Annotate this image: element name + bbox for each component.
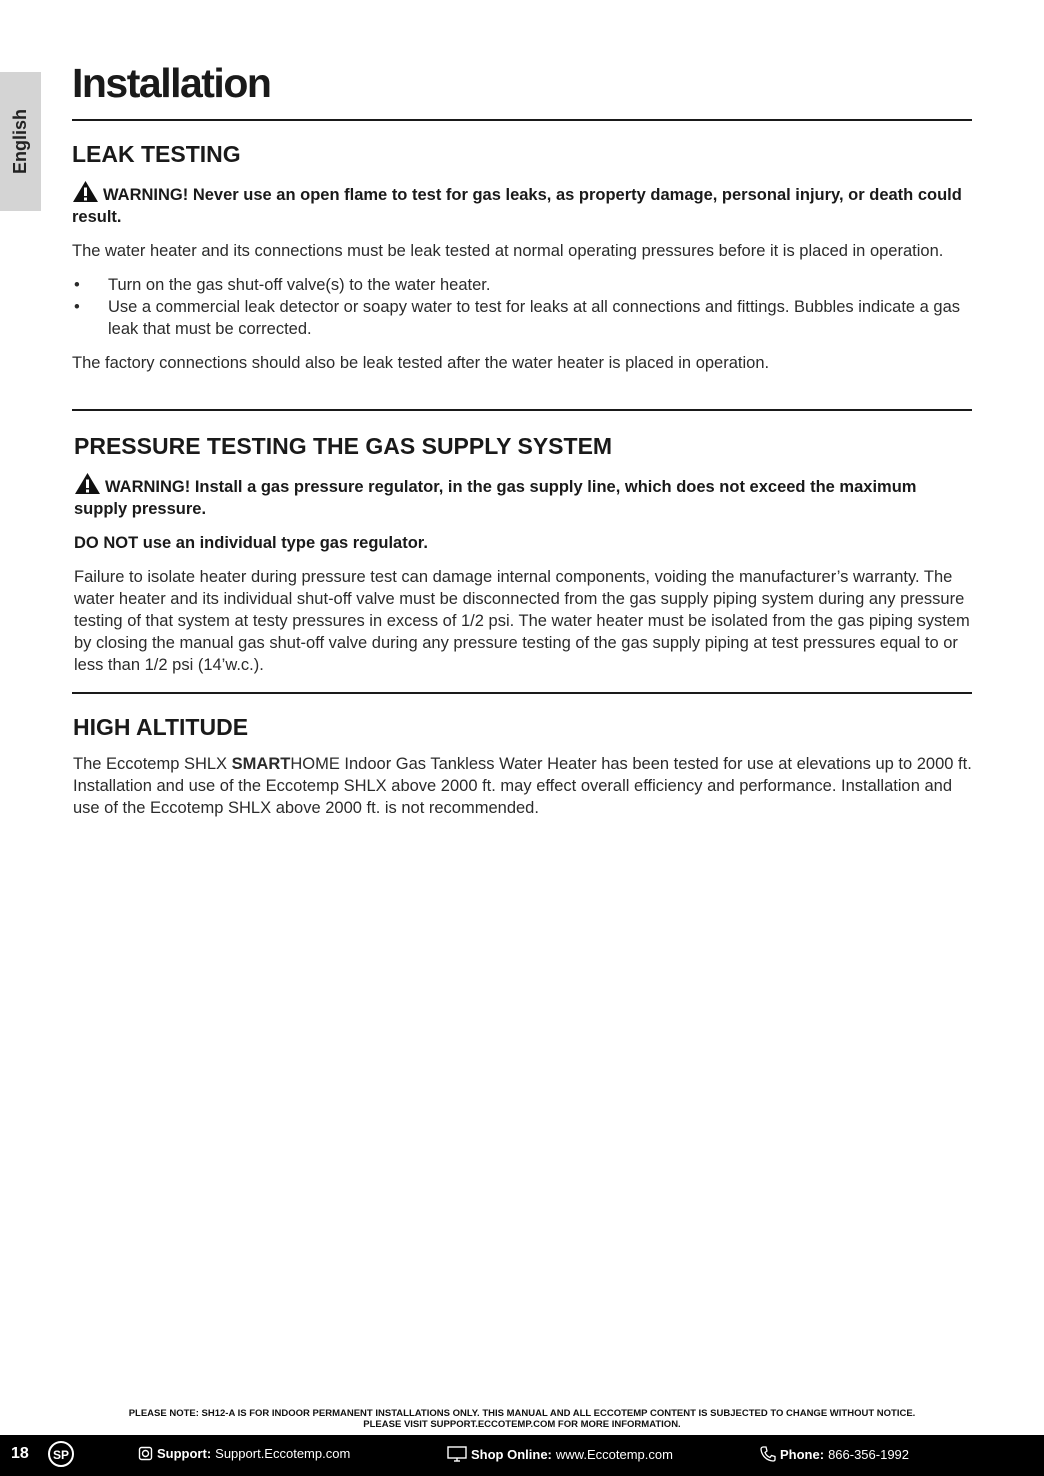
support-icon <box>138 1446 153 1461</box>
monitor-icon <box>447 1446 467 1462</box>
page-title: Installation <box>72 60 271 106</box>
pressure-testing-warning-text: WARNING! Install a gas pressure regulator, in the gas supply line, which does not exceed the maximum supply pressure. <box>74 478 917 518</box>
pressure-testing-warning <box>74 472 974 520</box>
csa-logo-text: SP <box>52 1448 70 1462</box>
footer-note <box>0 1408 1044 1430</box>
footer-note-line-1: PLEASE NOTE: SH12-A IS FOR INDOOR PERMANENT INSTALLATIONS ONLY. THIS MANUAL AND ALL ECCOTEMP CONTENT IS SUBJECTED TO CHANGE WITHOUT NOTICE. <box>128 1408 916 1419</box>
leak-testing-steps <box>72 274 972 340</box>
high-altitude-heading: HIGH ALTITUDE <box>73 714 249 740</box>
phone-label: Phone: <box>780 1446 825 1462</box>
phone-number[interactable]: 866-356-1992 <box>828 1446 910 1462</box>
leak-testing-heading: LEAK TESTING <box>72 141 241 167</box>
shop-label: Shop Online: <box>471 1446 552 1462</box>
language-tab <box>0 72 41 211</box>
list-item: • Use a commercial leak detector or soapy water to test for leaks at all connections and fittings. Bubbles indicate a gas leak that must be corrected. <box>74 298 961 338</box>
shop-link[interactable]: www.Eccotemp.com <box>555 1446 673 1462</box>
pressure-testing-heading: PRESSURE TESTING THE GAS SUPPLY SYSTEM <box>74 433 613 459</box>
warning-triangle-icon <box>74 472 101 495</box>
list-item: • Turn on the gas shut-off valve(s) to the water heater. <box>74 276 491 294</box>
high-altitude-text-rest: HOME Indoor Gas Tankless Water Heater has been tested for use at elevations up to 2000 ft. Installation and use of the Eccotemp SHLX above 2000 ft. may effect overall efficiency and performance. Installation and use of the Eccotemp SHLX above 2000 ft. is not recommended. <box>73 755 972 817</box>
support-link[interactable]: Support.Eccotemp.com <box>215 1446 351 1461</box>
pressure-testing-body: Failure to isolate heater during pressure test can damage internal components, voiding the manufacturer’s warranty. The water heater and its individual shut-off valve must be disconnected from the gas supply piping system during any pressure testing of that system at testy pressures in excess of 1/2 psi. The water heater must be isolated from the gas piping system by closing the manual gas shut-off valve during any pressure testing of the gas supply piping at test pressures equal to or less than 1/2 psi (14’w.c.). <box>74 568 970 674</box>
csa-certification-logo <box>44 1439 84 1473</box>
footer-shop <box>447 1446 673 1462</box>
pressure-testing-section <box>74 433 974 688</box>
support-label: Support: <box>157 1446 212 1461</box>
regulator-note: DO NOT use an individual type gas regulator. <box>74 534 428 552</box>
leak-testing-intro: The water heater and its connections must be leak tested at normal operating pressures before it is placed in operation. <box>72 242 944 260</box>
footer-bar <box>0 1435 1044 1476</box>
phone-icon <box>760 1446 776 1462</box>
list-item-text: Use a commercial leak detector or soapy water to test for leaks at all connections and fittings. Bubbles indicate a gas leak that must be corrected. <box>108 298 961 338</box>
page-number: 18 <box>11 1445 29 1462</box>
high-altitude-body <box>73 753 973 819</box>
leak-testing-warning <box>72 180 972 228</box>
language-tab-label: English <box>10 108 31 175</box>
leak-testing-section <box>72 141 972 386</box>
warning-triangle-icon <box>72 180 99 203</box>
high-altitude-text-start: The Eccotemp SHLX <box>73 755 232 773</box>
section-divider <box>72 409 972 411</box>
section-divider <box>72 692 972 694</box>
high-altitude-section <box>73 714 973 831</box>
leak-testing-closing: The factory connections should also be leak tested after the water heater is placed in operation. <box>72 354 770 372</box>
footer-note-line-2: PLEASE VISIT SUPPORT.ECCOTEMP.COM FOR MORE INFORMATION. <box>363 1419 681 1430</box>
leak-testing-warning-text: WARNING! Never use an open flame to test for gas leaks, as property damage, personal injury, or death could result. <box>72 186 962 226</box>
list-item-text: Turn on the gas shut-off valve(s) to the water heater. <box>108 276 491 294</box>
footer-phone <box>760 1446 909 1462</box>
title-divider <box>72 119 972 121</box>
smart-brand-text: SMART <box>231 755 291 773</box>
footer-support <box>138 1446 350 1461</box>
